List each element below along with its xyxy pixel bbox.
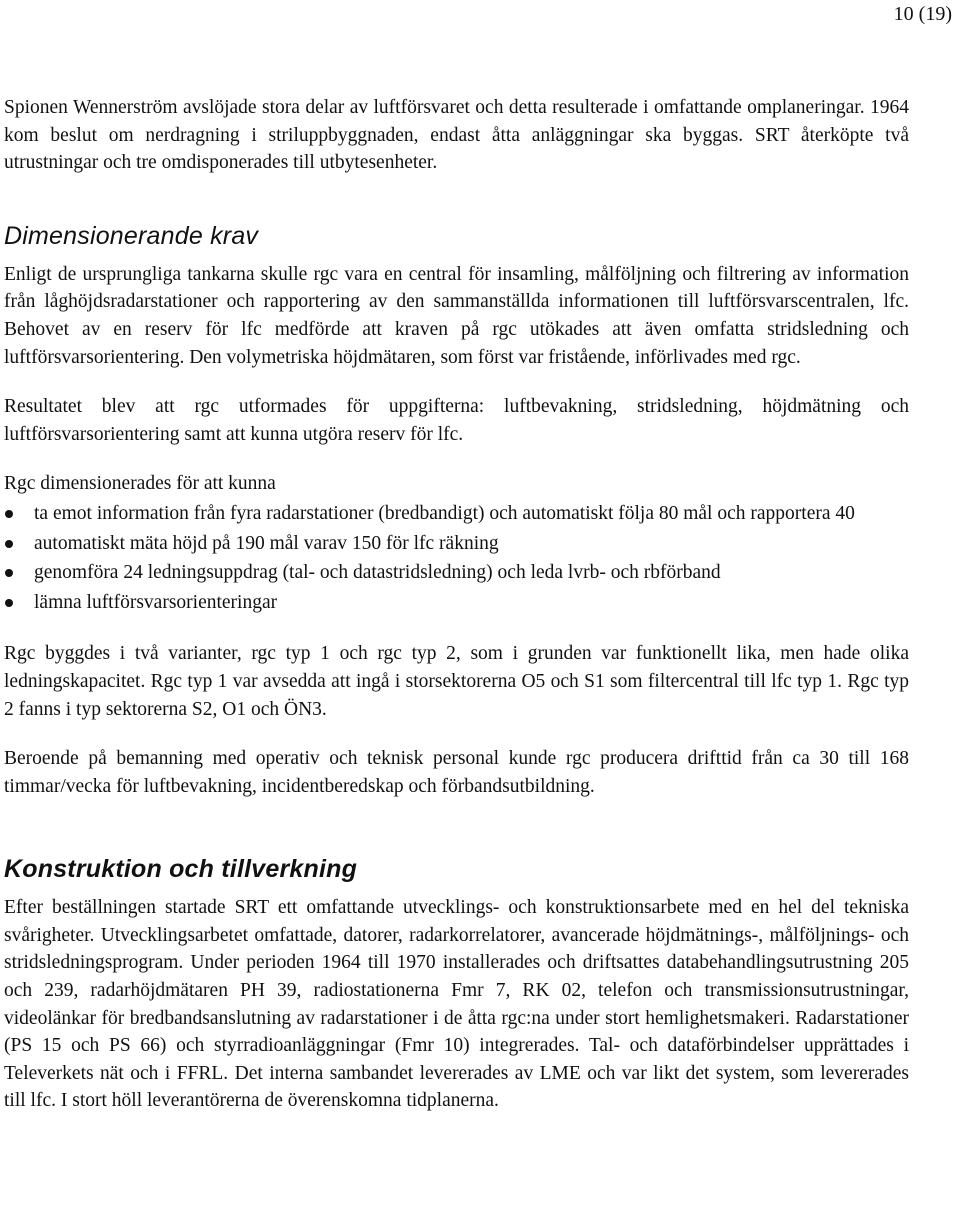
- section1-paragraph-4: Beroende på bemanning med operativ och teknisk personal kunde rgc producera drifttid från ca 30 till 168 timmar/vecka för luftbevakning, incidentberedskap och förbandsutbildning.: [4, 748, 909, 797]
- section1-paragraph-2: Resultatet blev att rgc utformades för uppgifterna: luftbevakning, stridsledning, höjdmätning och luftförsvarsorientering samt att kunna utgöra reserv för lfc.: [4, 396, 909, 445]
- section1-paragraph-3: Rgc byggdes i två varianter, rgc typ 1 och rgc typ 2, som i grunden var funktionellt lika, men hade olika ledningskapacitet. Rgc typ 1 var avsedda att ingå i storsektorerna O5 och S1 som filtercentral till lfc typ 1. Rgc typ 2 fanns i typ sektorerna S2, O1 och ÖN3.: [4, 643, 909, 720]
- list-item: [4, 589, 909, 617]
- list-item-text: automatiskt mäta höjd på 190 mål varav 150 för lfc räkning: [34, 532, 499, 554]
- list-item: [4, 530, 909, 558]
- list-item-text: lämna luftförsvarsorienteringar: [34, 591, 278, 613]
- bullet-icon: [5, 540, 13, 548]
- intro-paragraph: Spionen Wennerström avslöjade stora delar av luftförsvaret och detta resulterade i omfattande omplaneringar. 1964 kom beslut om nerdragning i striluppbyggnaden, endast åtta anläggningar ska byggas. SRT återköpte två utrustningar och tre omdisponerades till utbytesenheter.: [4, 97, 909, 174]
- list-item: [4, 500, 909, 528]
- bullet-icon: [5, 510, 13, 518]
- section-heading-konstruktion-och-tillverkning: Konstruktion och tillverkning: [4, 855, 358, 884]
- section2-paragraph-1: Efter beställningen startade SRT ett omfattande utvecklings- och konstruktionsarbete med en hel del tekniska svårigheter. Utvecklingsarbetet omfattade, datorer, radarkorrelatorer, avancerade höjdmätnings-, målföljnings- och stridsledningsprogram. Under perioden 1964 till 1970 installerades och driftsattes databehandlingsutrustning 205 och 239, radarhöjdmätaren PH 39, radiostationerna Fmr 7, RK 02, telefon och transmissionsutrustningar, videolänkar för bredbandsanslutning av radarstationer i de åtta rgc:na under stort hemlighetsmakeri. Radarstationer (PS 15 och PS 66) och styrradioanläggningar (Fmr 10) integrerades. Tal- och dataförbindelser upprättades i Televerkets nät och i FFRL. Det interna sambandet levererades av LME och var likt det system, som levererades till lfc. I stort höll leverantörerna de överenskomna tidplanerna.: [4, 897, 909, 1112]
- list-item-text: ta emot information från fyra radarstationer (bredbandigt) och automatiskt följa 80 mål och rapportera 40: [34, 502, 855, 524]
- bullet-icon: [5, 599, 13, 607]
- list-item: [4, 559, 909, 587]
- bullet-icon: [5, 569, 13, 577]
- list-intro: Rgc dimensionerades för att kunna: [4, 473, 276, 495]
- page-number: 10 (19): [893, 3, 952, 25]
- requirements-list: [4, 500, 909, 616]
- list-item-text: genomföra 24 ledningsuppdrag (tal- och datastridsledning) och leda lvrb- och rbförband: [34, 562, 721, 584]
- section-heading-dimensionerande-krav: Dimensionerande krav: [4, 221, 259, 250]
- page-content: [4, 94, 909, 1115]
- section1-paragraph-1: Enligt de ursprungliga tankarna skulle rgc vara en central för insamling, målföljning och filtrering av information från låghöjdsradarstationer och rapportering av den sammanställda informationen till luftförsvarscentralen, lfc. Behovet av en reserv för lfc medförde att kraven på rgc utökades att även omfatta stridsledning och luftförsvarsorientering. Den volymetriska höjdmätaren, som först var fristående, införlivades med rgc.: [4, 263, 909, 368]
